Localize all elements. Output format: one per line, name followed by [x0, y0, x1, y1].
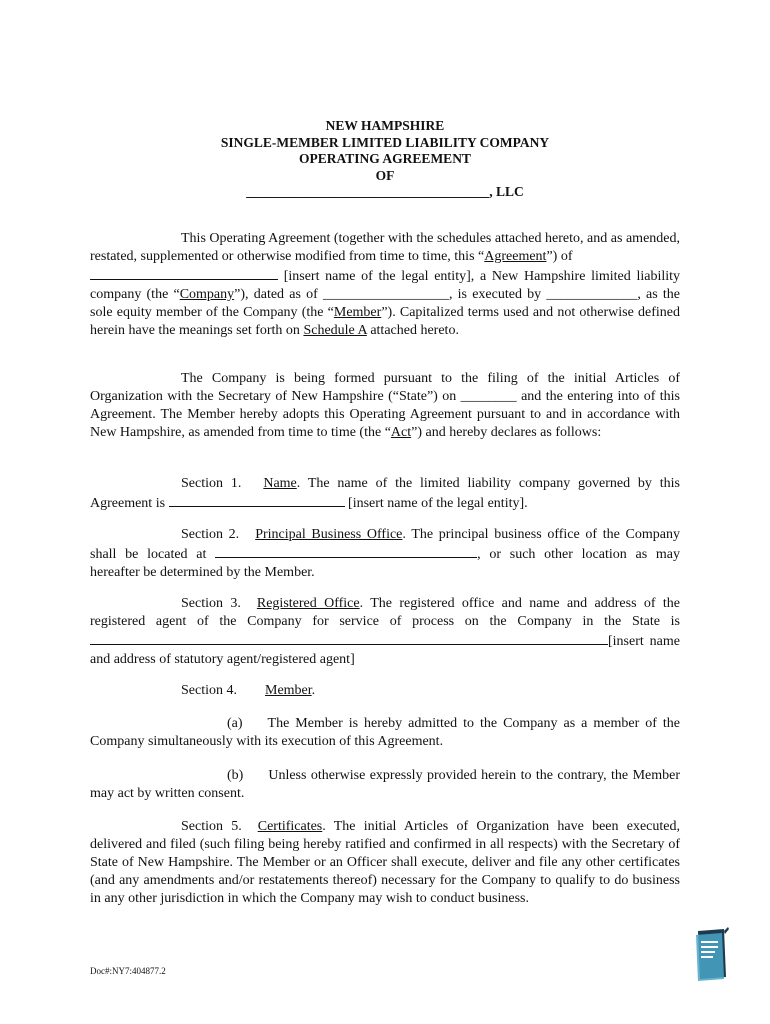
section-2-text-2: , or such other location as may hereafter be determined by the Member. [90, 547, 680, 580]
section-3-text: . The registered office and name and address of the registered agent of the Company for service of process on the Company in the State is [90, 596, 681, 629]
llc-suffix: , LLC [489, 184, 524, 199]
section-3-number: Section 3. [181, 596, 241, 611]
section-5 [90, 818, 680, 908]
office-address-blank [215, 544, 477, 558]
section-4 [90, 682, 680, 700]
entity-name-blank [90, 266, 278, 280]
term-member: Member [333, 305, 382, 320]
section-1-number: Section 1. [181, 476, 242, 491]
legal-entity-blank [169, 493, 345, 507]
formation-text-1: The Company is being formed pursuant to the filing of the initial Articles of Organization with the Secretary of New Hampshire (“State”) on ________ and the entering into of this Agreement. The Member hereby adopts this Operating Agreement pursuant to and in accordance with New Hampshire, as amended from time to time (the “ [90, 371, 680, 440]
term-agreement: Agreement [484, 249, 547, 264]
section-2-number: Section 2. [181, 527, 240, 542]
document-logo-icon [694, 927, 730, 981]
section-2-text: . The principal business office of the Company shall be located at [90, 527, 680, 562]
formation-paragraph [90, 370, 680, 442]
document-id-footer: Doc#:NY7:404877.2 [90, 966, 166, 976]
section-1-text: . The name of the limited liability company governed by this Agreement is [90, 476, 680, 511]
section-4a [90, 715, 680, 751]
term-company: Company [179, 287, 235, 302]
section-4-number: Section 4. [181, 683, 237, 698]
intro-text-5: ”). Capitalized terms used and not otherwise defined herein have the meanings set forth on [90, 305, 680, 338]
section-3-heading: Registered Office [256, 596, 360, 611]
document-title [90, 118, 680, 201]
section-5-heading: Certificates [257, 819, 323, 834]
formation-text-2: ”) and hereby declares as follows: [411, 425, 602, 440]
intro-text-4: ”), dated as of __________________, is executed by _____________, as the sole equity member of the Company (the “ [90, 287, 681, 320]
intro-text-1: This Operating Agreement (together with the schedules attached hereto, and as amended, restated, supplemented or otherwise modified from time to time, this “ [90, 231, 680, 264]
title-line-state: NEW HAMPSHIRE [325, 118, 445, 133]
term-act: Act [390, 425, 412, 440]
section-1 [90, 475, 680, 513]
section-1-heading: Name [263, 476, 297, 491]
title-line-agreement: OPERATING AGREEMENT [299, 151, 471, 166]
section-4b [90, 767, 680, 803]
section-4-text: . [311, 683, 316, 698]
intro-text-3: [insert name of the legal entity], a New Hampshire limited liability company (the “ [90, 269, 680, 302]
llc-name-blank: ____________________________________ [246, 184, 490, 199]
section-4-heading: Member [265, 683, 312, 698]
section-4a-text: The Member is hereby admitted to the Company as a member of the Company simultaneously with its execution of this Agreement. [90, 716, 680, 749]
title-line-of: OF [375, 167, 395, 183]
section-1-text-2: [insert name of the legal entity]. [344, 496, 528, 511]
section-4b-number: (b) [227, 768, 244, 783]
section-5-number: Section 5. [181, 819, 242, 834]
registered-agent-blank [90, 631, 608, 645]
section-4b-text: Unless otherwise expressly provided herein to the contrary, the Member may act by written consent. [90, 768, 680, 801]
section-2-heading: Principal Business Office [255, 527, 403, 542]
intro-text-2: ”) of [546, 249, 573, 264]
title-line-type: SINGLE-MEMBER LIMITED LIABILITY COMPANY [220, 134, 550, 150]
section-3-text-2: [insert name and address of statutory agent/registered agent] [90, 634, 680, 667]
section-4a-number: (a) [227, 716, 243, 731]
title-line-llc [90, 184, 680, 201]
section-5-text: . The initial Articles of Organization have been executed, delivered and filed (such filing being hereby ratified and confirmed in all respects) with the Secretary of State of New Hampshire. The Member or an Officer shall execute, deliver and file any other certificates (and any amendments and/or restatements thereof) necessary for the Company to qualify to do business in any other jurisdiction in which the Company may wish to conduct business. [90, 819, 680, 906]
schedule-a-link: Schedule A [303, 323, 367, 338]
intro-paragraph [90, 230, 680, 340]
section-2 [90, 526, 680, 582]
section-3 [90, 595, 680, 669]
intro-text-6: attached hereto. [366, 323, 459, 338]
